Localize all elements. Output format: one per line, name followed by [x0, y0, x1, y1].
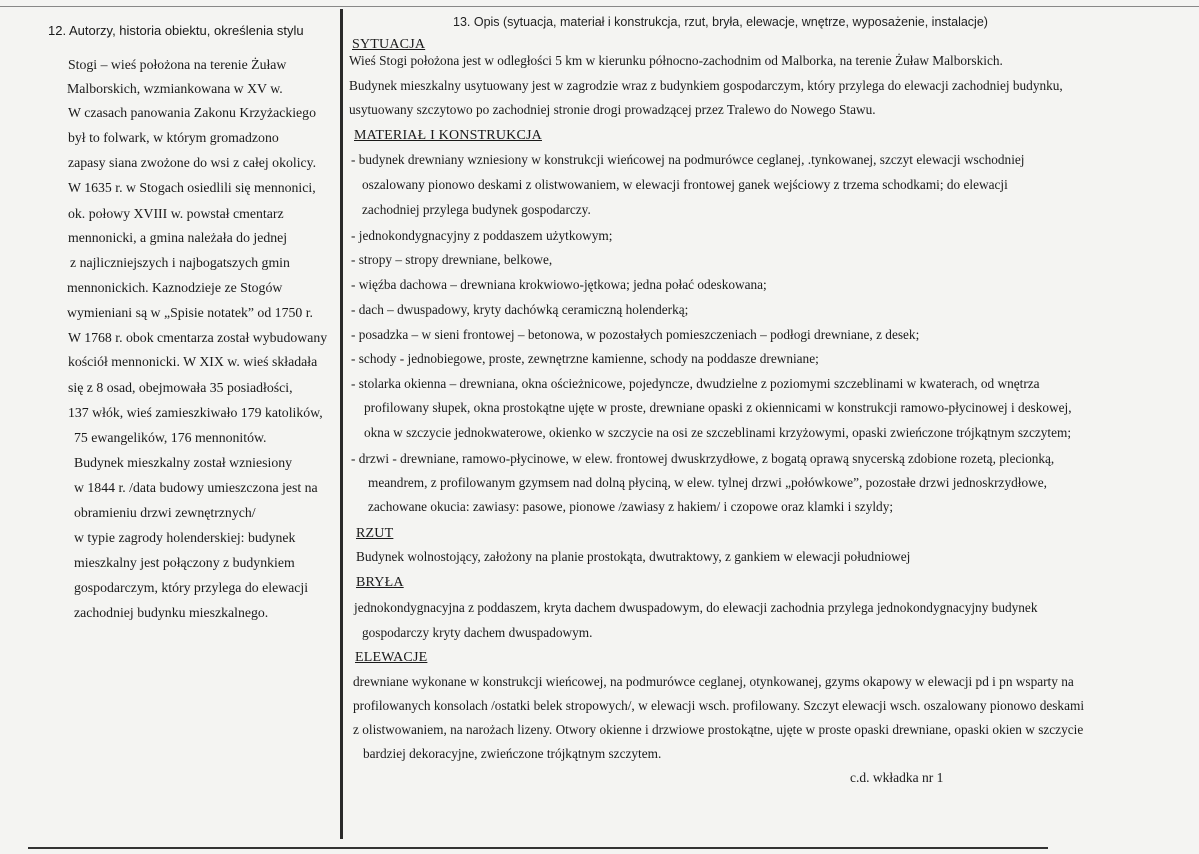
history-line: Malborskich, wzmiankowana w XV w. — [67, 81, 283, 96]
top-border-line — [0, 6, 1199, 7]
description-line: - stolarka okienna – drewniana, okna ościeżnicowe, pojedyncze, dwudzielne z poziomymi szczeblinami w kwaterach, od wnętrza — [351, 376, 1040, 391]
section-title: MATERIAŁ I KONSTRUKCJA — [354, 128, 542, 143]
history-line: W 1768 r. obok cmentarza został wybudowany — [68, 330, 328, 345]
section-title: RZUT — [356, 526, 394, 541]
description-line: - dach – dwuspadowy, kryty dachówką ceramiczną holenderką; — [351, 302, 689, 317]
history-line: mennonicki, a gmina należała do jednej — [68, 230, 288, 245]
history-line: mieszkalny jest połączony z budynkiem — [74, 555, 295, 570]
history-line: zachodniej budynku mieszkalnego. — [74, 605, 269, 620]
description-line: meandrem, z profilowanym gzymsem nad dolną płyciną, w elew. tylnej drzwi „połówkowe”, pozostałe drzwi jednoskrzydłowe, — [368, 475, 1047, 490]
continuation-note: c.d. wkładka nr 1 — [850, 770, 944, 785]
description-line: profilowanych konsolach /ostatki belek stropowych/, w elewacji wsch. profilowany. Szczyt elewacji wsch. oszalowany pionowo deskami — [353, 698, 1085, 713]
description-line: z olistwowaniem, na narożach lizeny. Otwory okienne i drzwiowe prostokątne, ujęte w proste opaski drewniane, opaski okien w szczycie — [353, 722, 1084, 737]
history-line: się z 8 osad, obejmowała 35 posiadłości, — [68, 380, 293, 395]
description-line: gospodarczy kryty dachem dwuspadowym. — [362, 625, 593, 640]
history-line: W 1635 r. w Stogach osiedlili się mennonici, — [68, 180, 316, 195]
history-line: zapasy siana zwożone do wsi z całej okolicy. — [68, 155, 317, 170]
history-line: W czasach panowania Zakonu Krzyżackiego — [68, 105, 316, 120]
description-line: - posadzka – w sieni frontowej – betonowa, w pozostałych pomieszczeniach – podłogi drewniane, z desek; — [351, 327, 920, 342]
description-line: Budynek mieszkalny usytuowany jest w zagrodzie wraz z budynkiem gospodarczym, który przylega do elewacji zachodniej budynku, — [349, 78, 1063, 93]
description-line: Wieś Stogi położona jest w odległości 5 km w kierunku północno-zachodnim od Malborka, na terenie Żuław Malborskich. — [349, 53, 1003, 68]
description-line: profilowany słupek, okna prostokątne ujęte w proste, drewniane opaski z okiennicami w konstrukcji ramowo-płycinowej i deskowej, — [364, 400, 1072, 415]
description-line: - budynek drewniany wzniesiony w konstrukcji wieńcowej na podmurówce ceglanej, .tynkowanej, szczyt elewacji wschodniej — [351, 152, 1025, 167]
section-title: BRYŁA — [356, 575, 404, 590]
description-line: jednokondygnacyjna z poddaszem, kryta dachem dwuspadowym, do elewacji zachodnia przylega jednokondygnacyjny budynek — [354, 600, 1038, 615]
history-line: gospodarczym, który przylega do elewacji — [74, 580, 309, 595]
description-line: usytuowany szczytowo po zachodniej stronie drogi prowadzącej przez Tralewo do Nowego Stawu. — [349, 102, 876, 117]
description-line: drewniane wykonane w konstrukcji wieńcowej, na podmurówce ceglanej, otynkowanej, gzyms okapowy w elewacji pd i pn wsparty na — [353, 674, 1074, 689]
bottom-border-line — [28, 847, 1048, 849]
history-line: Stogi – wieś położona na terenie Żuław — [68, 57, 287, 72]
history-line: w 1844 r. /data budowy umieszczona jest na — [74, 480, 318, 495]
history-line: 137 włók, wieś zamieszkiwało 179 katolików, — [68, 405, 323, 420]
description-line: - jednokondygnacyjny z poddaszem użytkowym; — [351, 228, 613, 243]
description-line: bardziej dekoracyjne, zwieńczone trójkątnym szczytem. — [363, 746, 662, 761]
description-line: zachowane okucia: zawiasy: pasowe, pionowe /zawiasy z hakiem/ i czopowe oraz klamki i szyldy; — [368, 499, 894, 514]
description-line: okna w szczycie jednokwaterowe, okienko w szczycie na osi ze szczeblinami krzyżowymi, opaski zwieńczone trójkątnym szczytem; — [364, 425, 1072, 440]
history-line: był to folwark, w którym gromadzono — [68, 130, 279, 145]
history-line: wymieniani są w „Spisie notatek” od 1750 r. — [67, 305, 313, 320]
history-line: 75 ewangelików, 176 mennonitów. — [74, 430, 267, 445]
right-column-heading: 13. Opis (sytuacja, materiał i konstrukcja, rzut, bryła, elewacje, wnętrze, wyposażenie, instalacje) — [453, 15, 988, 29]
description-line: - schody - jednobiegowe, proste, zewnętrzne kamienne, schody na poddasze drewniane; — [351, 351, 819, 366]
description-line: Budynek wolnostojący, założony na planie prostokąta, dwutraktowy, z gankiem w elewacji południowej — [356, 549, 911, 564]
column-divider — [340, 9, 343, 839]
section-title: SYTUACJA — [352, 37, 426, 52]
history-line: mennonickich. Kaznodzieje ze Stogów — [67, 280, 283, 295]
description-line: zachodniej przylega budynek gospodarczy. — [362, 202, 591, 217]
description-line: - stropy – stropy drewniane, belkowe, — [351, 252, 553, 267]
description-line: - więźba dachowa – drewniana krokwiowo-jętkowa; jedna połać odeskowana; — [351, 277, 767, 292]
left-column-heading: 12. Autorzy, historia obiektu, określenia stylu — [48, 23, 304, 38]
description-line: - drzwi - drewniane, ramowo-płycinowe, w elew. frontowej dwuskrzydłowe, z bogatą oprawą snycerską zdobione rozetą, plecionką, — [351, 451, 1055, 466]
history-line: kościół mennonicki. W XIX w. wieś składała — [68, 354, 318, 369]
history-line: obramieniu drzwi zewnętrznych/ — [74, 505, 256, 520]
history-line: w typie zagrody holenderskiej: budynek — [74, 530, 296, 545]
history-line: Budynek mieszkalny został wzniesiony — [74, 455, 293, 470]
history-line: ok. połowy XVIII w. powstał cmentarz — [68, 206, 284, 221]
history-line: z najliczniejszych i najbogatszych gmin — [70, 255, 290, 270]
description-line: oszalowany pionowo deskami z olistwowaniem, w elewacji frontowej ganek wejściowy z trzema schodkami; do elewacji — [362, 177, 1008, 192]
section-title: ELEWACJE — [355, 650, 428, 665]
